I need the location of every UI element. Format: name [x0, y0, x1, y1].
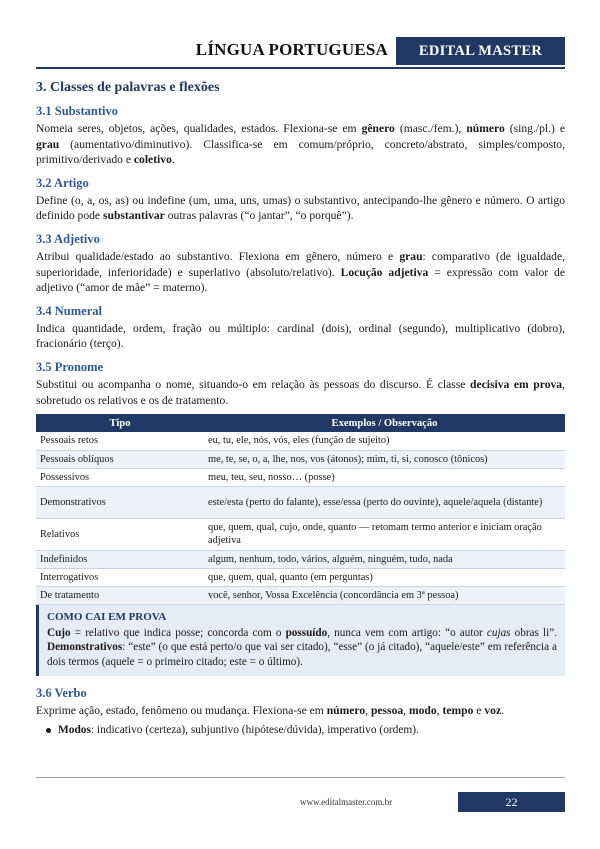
table-cell-tipo: Pessoais oblíquos — [36, 450, 204, 468]
table-cell-tipo: Possessivos — [36, 468, 204, 486]
table-row — [36, 486, 565, 518]
footer-website-link[interactable]: www.editalmaster.com.br — [300, 797, 393, 807]
page-header — [36, 34, 565, 68]
table-header-tipo: Tipo — [36, 414, 204, 432]
table-row — [36, 468, 565, 486]
subsection-title-verbo: 3.6 Verbo — [36, 686, 87, 701]
table-row — [36, 450, 565, 468]
subsection-title-adjetivo: 3.3 Adjetivo — [36, 231, 100, 246]
section-title: 3. Classes de palavras e flexões — [36, 80, 220, 95]
subsection-title-artigo: 3.2 Artigo — [36, 175, 89, 190]
table-cell-exemplo: eu, tu, ele, nós, vós, eles (função de sujeito) — [204, 432, 565, 450]
page-number: 22 — [458, 792, 565, 812]
bullet-icon — [46, 728, 51, 733]
table-row — [36, 518, 565, 550]
paragraph-substantivo: Nomeia seres, objetos, ações, qualidades, estados. Flexiona-se em gênero (masc./fem.), número (sing./pl.) e grau (aumentativo/diminutivo). Classifica-se em comum/próprio, concreto/abstrato, simples/composto, primitivo/derivado e coletivo. — [36, 122, 565, 167]
table-row — [36, 550, 565, 568]
header-brand-badge: EDITAL MASTER — [396, 37, 565, 65]
table-cell-exemplo: algum, nenhum, todo, vários, alguém, ninguém, tudo, nada — [204, 550, 565, 568]
table-cell-tipo: De tratamento — [36, 586, 204, 604]
table-cell-exemplo: me, te, se, o, a, lhe, nos, vos (átonos); mim, ti, si, conosco (tônicos) — [204, 450, 565, 468]
callout-text: Cujo = relativo que indica posse; concorda com o possuído, nunca vem com artigo: “o autor cujas obras li”. Demonstrativos: “este” (o que está perto/o que vai ser citado), “esse” (o já citado), “aquele/este” em referência a dois termos (aquele = o primeiro citado; este = o último). — [47, 626, 557, 668]
header-title: LÍNGUA PORTUGUESA — [195, 40, 388, 59]
subsection-title-numeral: 3.4 Numeral — [36, 303, 102, 318]
paragraph-numeral: Indica quantidade, ordem, fração ou múltiplo: cardinal (dois), ordinal (segundo), multiplicativo (dobro), fracionário (terço). — [36, 321, 565, 351]
page-content — [36, 76, 565, 738]
list-item: Modos: indicativo (certeza), subjuntivo (hipótese/dúvida), imperativo (ordem). — [46, 723, 565, 738]
table-cell-exemplo: que, quem, qual, quanto (em perguntas) — [204, 568, 565, 586]
table-cell-exemplo: que, quem, qual, cujo, onde, quanto — retomam termo anterior e iniciam oração adjetiva — [204, 518, 565, 550]
footer-divider — [36, 777, 565, 778]
pronoun-table — [36, 414, 565, 605]
table-cell-exemplo: meu, teu, seu, nosso… (posse) — [204, 468, 565, 486]
exam-tip-callout — [36, 605, 565, 677]
header-divider — [36, 67, 565, 69]
callout-title: COMO CAI EM PROVA — [47, 610, 167, 623]
table-row — [36, 568, 565, 586]
table-cell-tipo: Pessoais retos — [36, 432, 204, 450]
table-cell-tipo: Demonstrativos — [36, 486, 204, 518]
subsection-title-pronome: 3.5 Pronome — [36, 359, 104, 374]
table-row — [36, 432, 565, 450]
table-cell-tipo: Interrogativos — [36, 568, 204, 586]
table-cell-exemplo: este/esta (perto do falante), esse/essa (perto do ouvinte), aquele/aquela (distante) — [204, 486, 565, 518]
paragraph-pronome: Substitui ou acompanha o nome, situando-o em relação às pessoas do discurso. É classe decisiva em prova, sobretudo os relativos e os de tratamento. — [36, 377, 565, 407]
table-cell-tipo: Relativos — [36, 518, 204, 550]
table-cell-exemplo: você, senhor, Vossa Excelência (concordância em 3ª pessoa) — [204, 586, 565, 604]
table-cell-tipo: Indefinidos — [36, 550, 204, 568]
table-header-exemplos: Exemplos / Observação — [204, 414, 565, 432]
table-row — [36, 586, 565, 604]
table-header-row — [36, 414, 565, 432]
paragraph-artigo: Define (o, a, os, as) ou indefine (um, uma, uns, umas) o substantivo, antecipando-lhe gênero e número. O artigo definido pode substantivar outras palavras (“o jantar”, “o porquê”). — [36, 193, 565, 223]
verb-modes-list — [36, 723, 565, 738]
subsection-title-substantivo: 3.1 Substantivo — [36, 104, 118, 118]
paragraph-verbo: Exprime ação, estado, fenômeno ou mudança. Flexiona-se em número, pessoa, modo, tempo e voz. — [36, 704, 504, 718]
paragraph-adjetivo: Atribui qualidade/estado ao substantivo. Flexiona em gênero, número e grau: comparativo (de igualdade, superioridade, inferioridade) e superlativo (absoluto/relativo). Locução adjetiva = expressão com valor de adjetivo (“amor de mãe” = materno). — [36, 249, 565, 295]
